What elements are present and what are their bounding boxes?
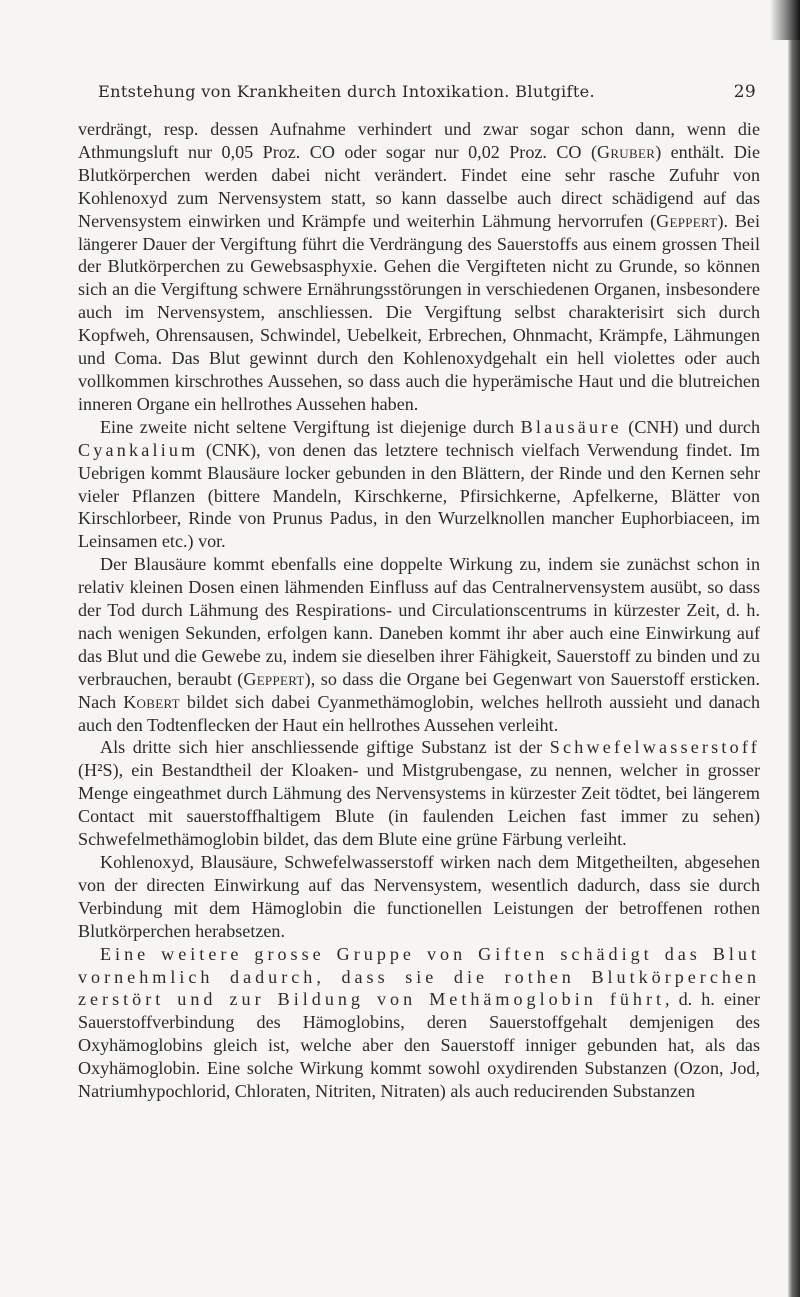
text-run: Der Blausäure kommt ebenfalls eine doppelte Wirkung zu, indem sie zunächst schon in relativ kleinen Dosen einen lähmenden Einfluss auf das Centralnervensystem ausübt, so dass der Tod durch Lähmung des Respirations- und Circulationscentrums in kürzester Zeit, d. h. nach wenigen Sekunden, erfolgen kann. Daneben kommt ihr aber auch eine Einwirkung auf das Blut und die Gewebe zu, indem sie dieselben ihrer Fähigkeit, Sauerstoff zu binden und zu verbrauchen, beraubt ( <box>78 554 760 689</box>
author-name: Gruber <box>596 141 656 162</box>
running-title: Entstehung von Krankheiten durch Intoxikation. Blutgifte. <box>98 82 595 101</box>
emphasized-text: Eine weitere grosse Gruppe von Giften schädigt das Blut vornehmlich dadurch, dass sie die rothen Blutkörperchen zerstört und zur Bildung von Methämoglobin führt <box>78 943 760 1010</box>
text-run: Kohlenoxyd, Blausäure, Schwefelwasserstoff wirken nach dem Mitgetheilten, abgesehen von der directen Einwirkung auf das Nervensystem, wesentlich dadurch, dass sie durch Verbindung mit dem Hämoglobin die functionellen Leistungen der betroffenen rothen Blutkörperchen herabsetzen. <box>78 852 760 941</box>
text-run: , d. h. einer Sauerstoffverbindung des Hämoglobins, deren Sauerstoffgehalt demjenigen des Oxyhämoglobins gleich ist, welche aber den Sauerstoff inniger gebunden hat, als das Oxyhämoglobin. Eine solche Wirkung kommt sowohl oxydirenden Substanzen (Ozon, Jod, Natriumhypochlorid, Chloraten, Nitriten, Nitraten) als auch reducirenden Substanzen <box>78 989 760 1102</box>
emphasized-text: Blausäure <box>520 416 622 437</box>
text-run: Als dritte sich hier anschliessende giftige Substanz ist der <box>100 737 550 758</box>
paragraph <box>78 943 760 1103</box>
paragraph <box>78 553 760 736</box>
page-number: 29 <box>733 82 756 102</box>
paragraph <box>78 736 760 851</box>
scan-edge-top <box>770 0 800 40</box>
text-run: ) enthält. Die Blutkörperchen werden dabei nicht verändert. Findet eine sehr rasche Zufuhr von Kohlenoxyd zum Nervensystem statt, so kann dasselbe auch direct schädigend auf das Nervensystem einwirken und Krämpfe und weiterhin Lähmung hervorrufen ( <box>78 141 760 231</box>
author-name: Kobert <box>123 691 180 712</box>
running-header <box>98 82 758 106</box>
body-text <box>78 118 760 1103</box>
text-run: verdrängt, resp. dessen Aufnahme verhindert und zwar sogar schon dann, wenn die Athmungsluft nur 0,05 Proz. CO oder sogar nur 0,02 Proz. CO ( <box>78 119 760 162</box>
emphasized-text: Schwefelwasserstoff <box>549 737 760 758</box>
text-run: (CNH) und durch <box>621 416 760 437</box>
text-run: (CNK), von denen das letztere technisch vielfach Verwendung findet. Im Uebrigen kommt Blausäure locker gebunden in den Blättern, der Rinde und den Kernen sehr vieler Pflanzen (bittere Mandeln, Kirschkerne, Pfirsichkerne, Apfelkerne, Blätter von Kirschlorbeer, Rinde von Prunus Padus, in den Wurzelknollen mancher Euphorbiaceen, im Leinsamen etc.) vor. <box>78 439 760 552</box>
paragraph <box>78 416 760 553</box>
scan-edge-right <box>788 0 800 1297</box>
author-name: Geppert <box>656 210 718 231</box>
text-run: ), so dass die Organe bei Gegenwart von Sauerstoff ersticken. Nach <box>78 668 760 712</box>
text-run: ). Bei längerer Dauer der Vergiftung führt die Verdrängung des Sauerstoffs aus einem grossen Theil der Blutkörperchen zu Gewebsasphyxie. Gehen die Vergifteten nicht zu Grunde, so können sich an die Vergiftung schwere Ernährungsstörungen in verschiedenen Organen, insbesondere auch im Nervensystem, anschliessen. Die Vergiftung selbst charakterisirt sich durch Kopfweh, Ohrensausen, Schwindel, Uebelkeit, Erbrechen, Ohnmacht, Krämpfe, Lähmungen und Coma. Das Blut gewinnt durch den Kohlenoxydgehalt ein hell violettes oder auch vollkommen kirschrothes Aussehen, so dass auch die hyperämische Haut und die blutreichen inneren Organe ein hellrothes Aussehen haben. <box>78 210 760 414</box>
author-name: Geppert <box>243 668 305 689</box>
emphasized-text: Cyankalium <box>78 439 199 460</box>
text-run: Eine zweite nicht seltene Vergiftung ist diejenige durch <box>100 416 521 437</box>
text-run: (H²S), ein Bestandtheil der Kloaken- und Mistgrubengase, zu nennen, welcher in grosser Menge eingeathmet durch Lähmung des Nervensystems in kürzester Zeit tödtet, bei längerem Contact mit sauerstoffhaltigem Blute (in faulenden Leichen fast immer zu sehen) Schwefelmethämoglobin bildet, das dem Blute eine grüne Färbung verleiht. <box>78 760 760 850</box>
text-run: bildet sich dabei Cyanmethämoglobin, welches hellroth aussieht und danach auch den Todtenflecken der Haut ein hellrothes Aussehen verleiht. <box>78 691 760 735</box>
paragraph <box>78 118 760 416</box>
paragraph <box>78 851 760 943</box>
